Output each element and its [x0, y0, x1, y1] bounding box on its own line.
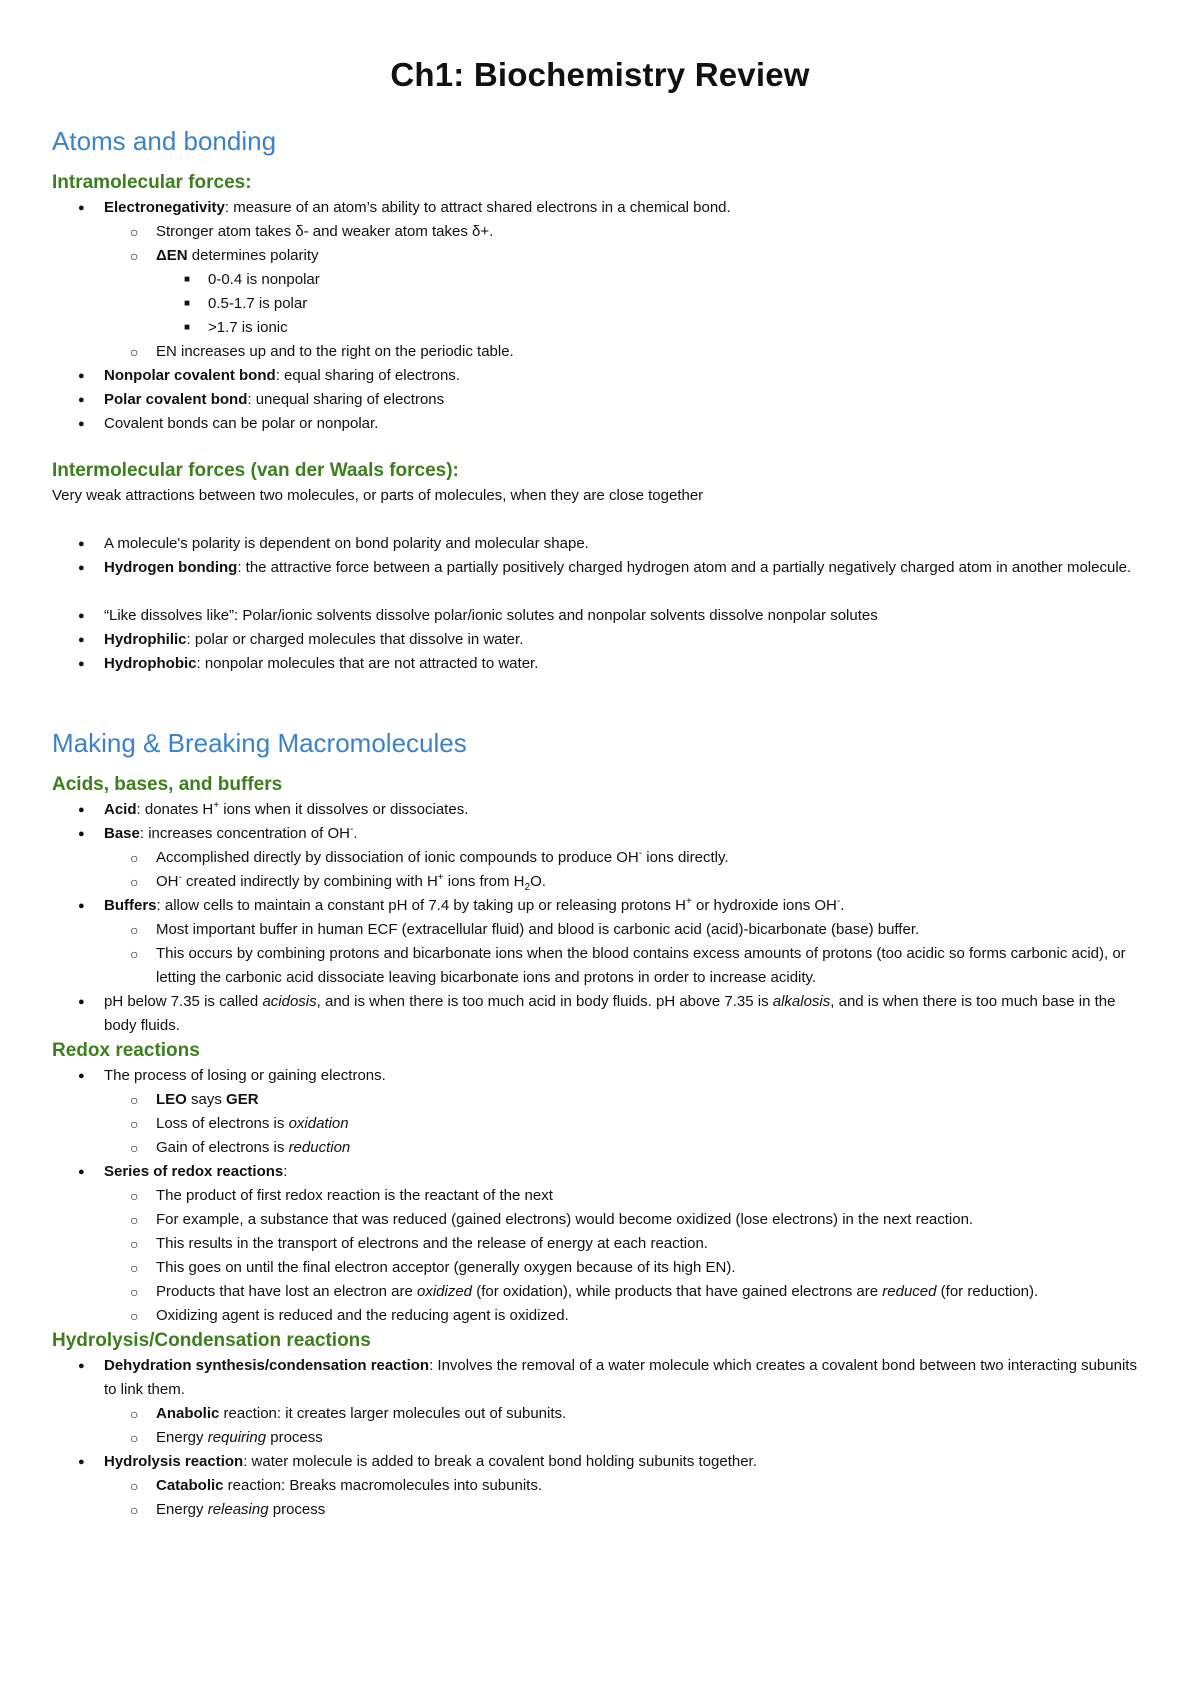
- subheading-intermolecular: Intermolecular forces (van der Waals forces):: [52, 460, 459, 481]
- list-item: ○ Energy releasing process: [104, 1498, 1148, 1522]
- section-heading-macromolecules: Making & Breaking Macromolecules: [52, 728, 467, 758]
- list-item: ○ Gain of electrons is reduction: [104, 1136, 1148, 1160]
- list-item: ● Nonpolar covalent bond: equal sharing of electrons.: [52, 364, 1148, 388]
- page-title: Ch1: Biochemistry Review: [390, 56, 810, 93]
- list-item: ○ This results in the transport of electrons and the release of energy at each reaction.: [104, 1232, 1148, 1256]
- intermolecular-list-1: [52, 532, 1148, 580]
- list-item: ○ Catabolic reaction: Breaks macromolecules into subunits.: [104, 1474, 1148, 1498]
- list-item: ○ For example, a substance that was reduced (gained electrons) would become oxidized (lose electrons) in the next reaction.: [104, 1208, 1148, 1232]
- list-item: ○ Loss of electrons is oxidation: [104, 1112, 1148, 1136]
- section-heading-atoms-bonding: Atoms and bonding: [52, 126, 277, 156]
- list-item: ○ Products that have lost an electron are oxidized (for oxidation), while products that have gained electrons are reduced (for reduction).: [104, 1280, 1148, 1304]
- list-item: ○ Most important buffer in human ECF (extracellular fluid) and blood is carbonic acid (acid)-bicarbonate (base) buffer.: [104, 918, 1148, 942]
- list-item: ● A molecule's polarity is dependent on bond polarity and molecular shape.: [52, 532, 1148, 556]
- acids-list: [52, 798, 1148, 1038]
- list-item: ○ OH- created indirectly by combining with H+ ions from $H_2O$.: [104, 870, 1148, 894]
- list-item: ● Base: increases concentration of OH-. ○ Accomplished directly by dissociation of ionic compounds to produce OH- ions directly. ○ OH- created indirectly by combining with H+ ions from $H_2O$.: [52, 822, 1148, 894]
- list-item: ● The process of losing or gaining electrons. ○ LEO says GER ○ Loss of electrons is oxidation ○ Gain of electrons is reduction: [52, 1064, 1148, 1160]
- subheading-acids-bases: Acids, bases, and buffers: [52, 774, 283, 795]
- list-item: ○ The product of first redox reaction is the reactant of the next: [104, 1184, 1148, 1208]
- list-item: ● Hydrogen bonding: the attractive force between a partially positively charged hydrogen atom and a partially negatively charged atom in another molecule.: [52, 556, 1148, 580]
- list-item: ■ 0.5-1.7 is polar: [156, 292, 1148, 316]
- list-item: ○ EN increases up and to the right on the periodic table.: [104, 340, 1148, 364]
- list-item: ○ Oxidizing agent is reduced and the reducing agent is oxidized.: [104, 1304, 1148, 1328]
- list-item: ● Polar covalent bond: unequal sharing of electrons: [52, 388, 1148, 412]
- list-item: ○ Anabolic reaction: it creates larger molecules out of subunits.: [104, 1402, 1148, 1426]
- subheading-intramolecular: Intramolecular forces:: [52, 172, 252, 193]
- list-item: ○ Stronger atom takes δ- and weaker atom takes δ+.: [104, 220, 1148, 244]
- list-item: ● Series of redox reactions: ○ The product of first redox reaction is the reactant of the next ○ For example, a substance that was reduced (gained electrons) would become oxidized (lose electrons) in the next reaction. ○ This results in the transport of electrons and the release of energy at each reaction. ○ This goes on until the final electron acceptor (generally oxygen because of its high EN). ○ Products that have lost an electron are oxidized (for oxidation), while products that have gained electrons are reduced (for reduction). ○ Oxidizing agent is reduced and the reducing agent is oxidized.: [52, 1160, 1148, 1328]
- list-item: ○ Accomplished directly by dissociation of ionic compounds to produce OH- ions directly.: [104, 846, 1148, 870]
- subheading-hydrolysis: Hydrolysis/Condensation reactions: [52, 1330, 371, 1351]
- list-item: ○ This occurs by combining protons and bicarbonate ions when the blood contains excess amounts of protons (too acidic so forms carbonic acid), or letting the carbonic acid dissociate leaving bicarbonate ions and protons in order to increase acidity.: [104, 942, 1148, 990]
- list-item: ○ Energy requiring process: [104, 1426, 1148, 1450]
- subheading-redox: Redox reactions: [52, 1040, 200, 1061]
- list-item: ■ 0-0.4 is nonpolar: [156, 268, 1148, 292]
- redox-list: [52, 1064, 1148, 1328]
- list-item: ○ ΔEN determines polarity ■ 0-0.4 is nonpolar ■ 0.5-1.7 is polar ■ >1.7 is ionic: [104, 244, 1148, 340]
- intermolecular-list-2: [52, 604, 1148, 676]
- list-item: ● Buffers: allow cells to maintain a constant pH of 7.4 by taking up or releasing protons H+ or hydroxide ions OH-. ○ Most important buffer in human ECF (extracellular fluid) and blood is carbonic acid (acid)-bicarbonate (base) buffer. ○ This occurs by combining protons and bicarbonate ions when the blood contains excess amounts of protons (too acidic so forms carbonic acid), or letting the carbonic acid dissociate leaving bicarbonate ions and protons in order to increase acidity.: [52, 894, 1148, 990]
- list-item: ● Covalent bonds can be polar or nonpolar.: [52, 412, 1148, 436]
- intramolecular-list: [52, 196, 1148, 436]
- intermolecular-intro: Very weak attractions between two molecules, or parts of molecules, when they are close together: [52, 487, 704, 504]
- list-item: ● Dehydration synthesis/condensation reaction: Involves the removal of a water molecule which creates a covalent bond between two interacting subunits to link them. ○ Anabolic reaction: it creates larger molecules out of subunits. ○ Energy requiring process: [52, 1354, 1148, 1450]
- list-item: ○ LEO says GER: [104, 1088, 1148, 1112]
- list-item: ● “Like dissolves like”: Polar/ionic solvents dissolve polar/ionic solutes and nonpolar solvents dissolve nonpolar solutes: [52, 604, 1148, 628]
- list-item: ● pH below 7.35 is called acidosis, and is when there is too much acid in body fluids. pH above 7.35 is alkalosis, and is when there is too much base in the body fluids.: [52, 990, 1148, 1038]
- list-item: ● Acid: donates H+ ions when it dissolves or dissociates.: [52, 798, 1148, 822]
- list-item: ● Hydrophobic: nonpolar molecules that are not attracted to water.: [52, 652, 1148, 676]
- list-item: ● Hydrophilic: polar or charged molecules that dissolve in water.: [52, 628, 1148, 652]
- list-item: ○ This goes on until the final electron acceptor (generally oxygen because of its high EN).: [104, 1256, 1148, 1280]
- hydrolysis-list: [52, 1354, 1148, 1522]
- list-item: ■ >1.7 is ionic: [156, 316, 1148, 340]
- list-item: ● Electronegativity: measure of an atom’s ability to attract shared electrons in a chemical bond. ○ Stronger atom takes δ- and weaker atom takes δ+. ○ ΔEN determines polarity ■ 0-0.4 is nonpolar ■ 0.5-1.7 is polar ■ >1.7 is ionic ○ EN increases up and to the right on the periodic table.: [52, 196, 1148, 364]
- list-item: ● Hydrolysis reaction: water molecule is added to break a covalent bond holding subunits together. ○ Catabolic reaction: Breaks macromolecules into subunits. ○ Energy releasing process: [52, 1450, 1148, 1522]
